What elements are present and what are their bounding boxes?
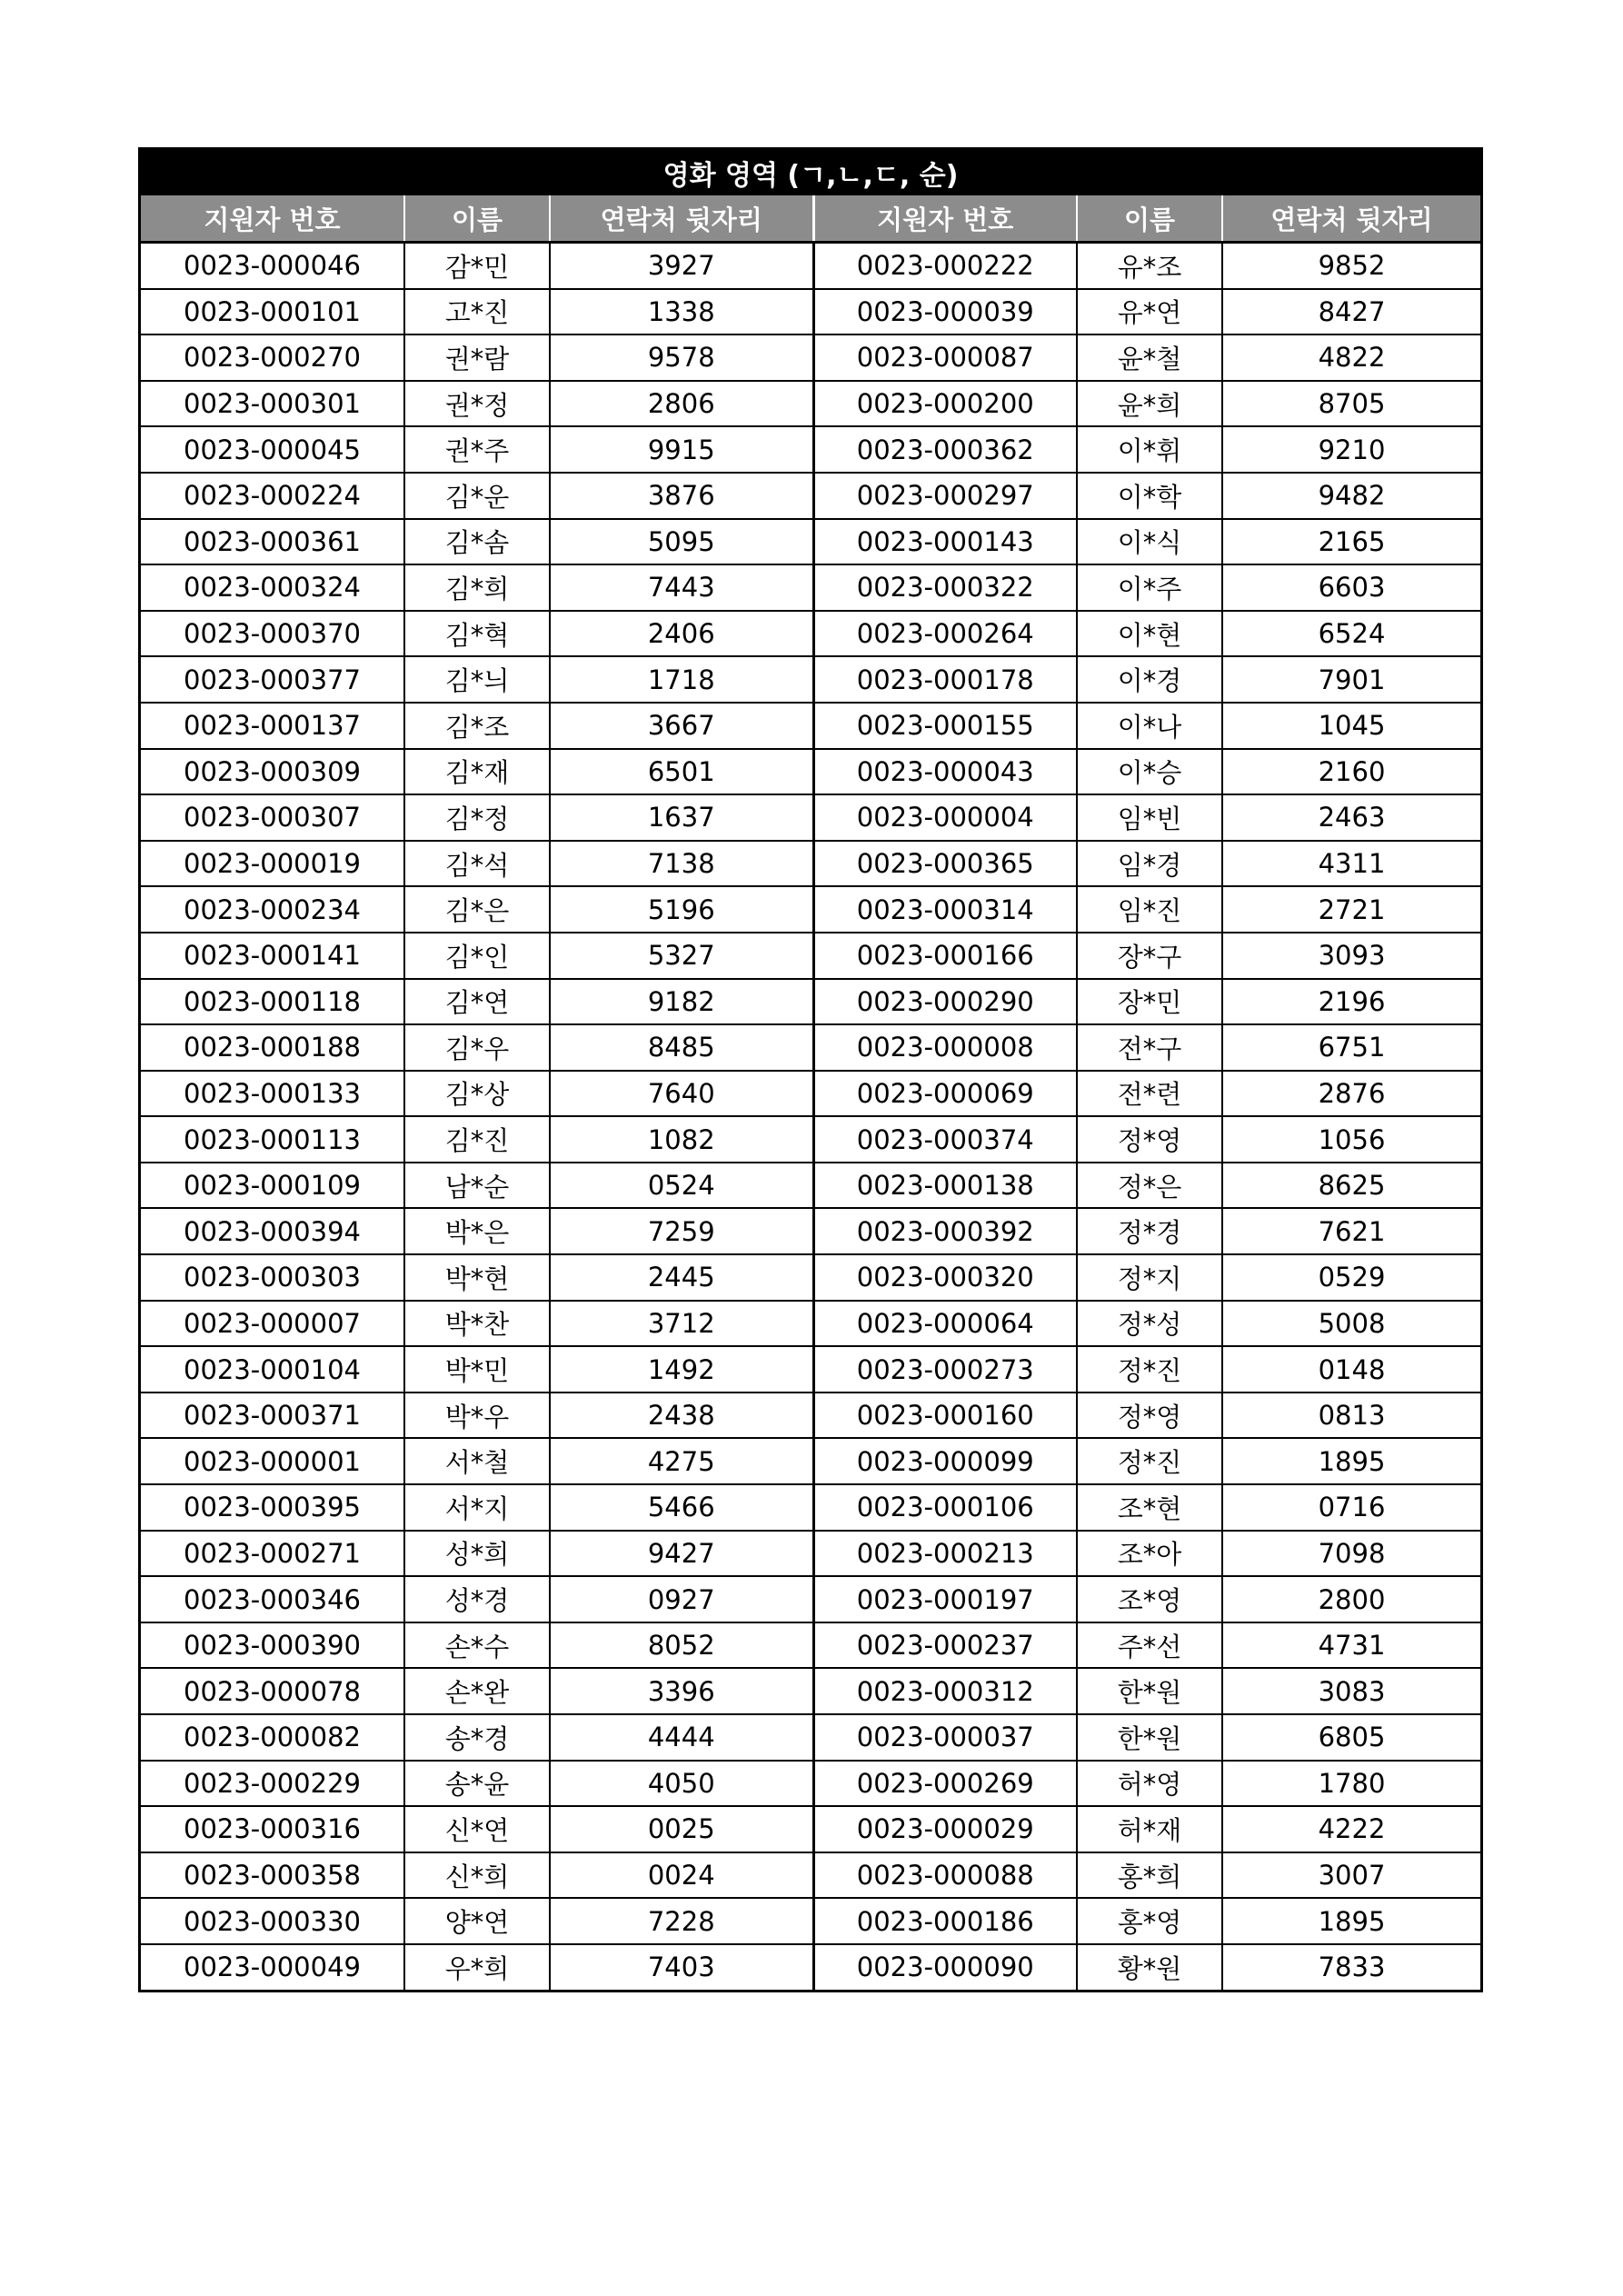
applicant-number-cell: 0023-000213: [813, 1531, 1077, 1577]
name-cell: 이*학: [1077, 473, 1222, 519]
table-row: [141, 1438, 1480, 1484]
name-cell: 김*상: [404, 1071, 550, 1117]
phone-suffix-cell: 9210: [1222, 426, 1480, 473]
phone-suffix-cell: 6805: [1222, 1714, 1480, 1761]
phone-suffix-cell: 8625: [1222, 1163, 1480, 1209]
table-header-row: [141, 195, 1480, 243]
applicant-number-cell: 0023-000078: [141, 1668, 404, 1714]
name-cell: 유*조: [1077, 243, 1222, 289]
table-row: [141, 334, 1480, 381]
phone-suffix-cell: 7621: [1222, 1208, 1480, 1254]
applicant-number-cell: 0023-000269: [813, 1761, 1077, 1807]
header-phone-suffix: 연락처 뒷자리: [1222, 195, 1480, 243]
name-cell: 김*석: [404, 841, 550, 887]
applicant-number-cell: 0023-000037: [813, 1714, 1077, 1761]
phone-suffix-cell: 9427: [550, 1531, 813, 1577]
applicant-number-cell: 0023-000229: [141, 1761, 404, 1807]
applicant-number-cell: 0023-000197: [813, 1576, 1077, 1622]
phone-suffix-cell: 5008: [1222, 1301, 1480, 1347]
phone-suffix-cell: 2800: [1222, 1576, 1480, 1622]
name-cell: 임*진: [1077, 886, 1222, 933]
name-cell: 신*연: [404, 1806, 550, 1852]
phone-suffix-cell: 2806: [550, 381, 813, 427]
name-cell: 김*연: [404, 979, 550, 1025]
applicant-number-cell: 0023-000160: [813, 1393, 1077, 1439]
name-cell: 김*재: [404, 749, 550, 795]
phone-suffix-cell: 2876: [1222, 1071, 1480, 1117]
table-row: [141, 426, 1480, 473]
phone-suffix-cell: 6603: [1222, 564, 1480, 611]
header-applicant-number: 지원자 번호: [141, 195, 404, 243]
name-cell: 허*재: [1077, 1806, 1222, 1852]
name-cell: 김*희: [404, 564, 550, 611]
applicant-number-cell: 0023-000029: [813, 1806, 1077, 1852]
table-row: [141, 519, 1480, 565]
applicant-number-cell: 0023-000099: [813, 1438, 1077, 1484]
table-row: [141, 1346, 1480, 1393]
name-cell: 전*련: [1077, 1071, 1222, 1117]
phone-suffix-cell: 0025: [550, 1806, 813, 1852]
phone-suffix-cell: 2438: [550, 1393, 813, 1439]
phone-suffix-cell: 1045: [1222, 703, 1480, 749]
applicant-number-cell: 0023-000394: [141, 1208, 404, 1254]
applicant-number-cell: 0023-000104: [141, 1346, 404, 1393]
name-cell: 손*수: [404, 1622, 550, 1669]
phone-suffix-cell: 7833: [1222, 1944, 1480, 1990]
applicant-number-cell: 0023-000312: [813, 1668, 1077, 1714]
applicant-number-cell: 0023-000316: [141, 1806, 404, 1852]
phone-suffix-cell: 5466: [550, 1484, 813, 1531]
phone-suffix-cell: 7098: [1222, 1531, 1480, 1577]
name-cell: 김*혁: [404, 611, 550, 657]
applicant-number-cell: 0023-000004: [813, 794, 1077, 841]
table-row: [141, 289, 1480, 335]
applicant-number-cell: 0023-000090: [813, 1944, 1077, 1990]
applicant-number-cell: 0023-000137: [141, 703, 404, 749]
name-cell: 김*정: [404, 794, 550, 841]
table-row: [141, 886, 1480, 933]
table-row: [141, 794, 1480, 841]
name-cell: 서*지: [404, 1484, 550, 1531]
name-cell: 윤*철: [1077, 334, 1222, 381]
applicant-number-cell: 0023-000362: [813, 426, 1077, 473]
table-row: [141, 749, 1480, 795]
name-cell: 정*성: [1077, 1301, 1222, 1347]
table-row: [141, 564, 1480, 611]
phone-suffix-cell: 1895: [1222, 1898, 1480, 1944]
phone-suffix-cell: 1492: [550, 1346, 813, 1393]
name-cell: 성*희: [404, 1531, 550, 1577]
name-cell: 이*나: [1077, 703, 1222, 749]
table-row: [141, 933, 1480, 979]
name-cell: 권*정: [404, 381, 550, 427]
name-cell: 장*민: [1077, 979, 1222, 1025]
phone-suffix-cell: 0716: [1222, 1484, 1480, 1531]
phone-suffix-cell: 1338: [550, 289, 813, 335]
table-row: [141, 1163, 1480, 1209]
phone-suffix-cell: 2721: [1222, 886, 1480, 933]
name-cell: 한*원: [1077, 1668, 1222, 1714]
header-name: 이름: [404, 195, 550, 243]
name-cell: 한*원: [1077, 1714, 1222, 1761]
applicant-number-cell: 0023-000064: [813, 1301, 1077, 1347]
applicant-number-cell: 0023-000141: [141, 933, 404, 979]
applicant-number-cell: 0023-000001: [141, 1438, 404, 1484]
name-cell: 서*철: [404, 1438, 550, 1484]
phone-suffix-cell: 2406: [550, 611, 813, 657]
phone-suffix-cell: 0813: [1222, 1393, 1480, 1439]
applicant-number-cell: 0023-000395: [141, 1484, 404, 1531]
name-cell: 김*진: [404, 1116, 550, 1163]
applicant-number-cell: 0023-000271: [141, 1531, 404, 1577]
applicant-number-cell: 0023-000237: [813, 1622, 1077, 1669]
name-cell: 박*찬: [404, 1301, 550, 1347]
name-cell: 홍*영: [1077, 1898, 1222, 1944]
name-cell: 김*늬: [404, 656, 550, 703]
applicant-number-cell: 0023-000118: [141, 979, 404, 1025]
applicant-number-cell: 0023-000109: [141, 1163, 404, 1209]
name-cell: 유*연: [1077, 289, 1222, 335]
header-phone-suffix: 연락처 뒷자리: [550, 195, 813, 243]
phone-suffix-cell: 0927: [550, 1576, 813, 1622]
applicant-number-cell: 0023-000309: [141, 749, 404, 795]
phone-suffix-cell: 7901: [1222, 656, 1480, 703]
header-name: 이름: [1077, 195, 1222, 243]
phone-suffix-cell: 0148: [1222, 1346, 1480, 1393]
applicant-number-cell: 0023-000324: [141, 564, 404, 611]
table-row: [141, 1254, 1480, 1301]
table-row: [141, 1024, 1480, 1071]
applicant-number-cell: 0023-000088: [813, 1852, 1077, 1899]
phone-suffix-cell: 9852: [1222, 243, 1480, 289]
phone-suffix-cell: 9578: [550, 334, 813, 381]
applicant-number-cell: 0023-000188: [141, 1024, 404, 1071]
applicant-number-cell: 0023-000133: [141, 1071, 404, 1117]
name-cell: 황*원: [1077, 1944, 1222, 1990]
name-cell: 이*식: [1077, 519, 1222, 565]
applicant-number-cell: 0023-000371: [141, 1393, 404, 1439]
phone-suffix-cell: 7640: [550, 1071, 813, 1117]
applicant-number-cell: 0023-000314: [813, 886, 1077, 933]
table-row: [141, 1071, 1480, 1117]
name-cell: 신*희: [404, 1852, 550, 1899]
name-cell: 손*완: [404, 1668, 550, 1714]
name-cell: 김*조: [404, 703, 550, 749]
table-row: [141, 1668, 1480, 1714]
applicant-number-cell: 0023-000178: [813, 656, 1077, 703]
name-cell: 정*경: [1077, 1208, 1222, 1254]
applicant-number-cell: 0023-000358: [141, 1852, 404, 1899]
phone-suffix-cell: 2165: [1222, 519, 1480, 565]
table-row: [141, 611, 1480, 657]
name-cell: 김*운: [404, 473, 550, 519]
phone-suffix-cell: 2196: [1222, 979, 1480, 1025]
phone-suffix-cell: 3667: [550, 703, 813, 749]
header-applicant-number: 지원자 번호: [813, 195, 1077, 243]
name-cell: 권*주: [404, 426, 550, 473]
phone-suffix-cell: 8705: [1222, 381, 1480, 427]
table-row: [141, 1301, 1480, 1347]
name-cell: 주*선: [1077, 1622, 1222, 1669]
name-cell: 이*휘: [1077, 426, 1222, 473]
table-row: [141, 473, 1480, 519]
name-cell: 김*솜: [404, 519, 550, 565]
name-cell: 박*현: [404, 1254, 550, 1301]
applicant-number-cell: 0023-000264: [813, 611, 1077, 657]
table-title: 영화 영역 (ㄱ,ㄴ,ㄷ, 순): [141, 150, 1480, 195]
applicant-roster: [138, 147, 1483, 1992]
applicant-number-cell: 0023-000224: [141, 473, 404, 519]
phone-suffix-cell: 4275: [550, 1438, 813, 1484]
table-row: [141, 1898, 1480, 1944]
name-cell: 고*진: [404, 289, 550, 335]
applicant-number-cell: 0023-000301: [141, 381, 404, 427]
phone-suffix-cell: 2445: [550, 1254, 813, 1301]
applicant-number-cell: 0023-000186: [813, 1898, 1077, 1944]
table-row: [141, 1714, 1480, 1761]
name-cell: 정*진: [1077, 1346, 1222, 1393]
phone-suffix-cell: 1637: [550, 794, 813, 841]
phone-suffix-cell: 3927: [550, 243, 813, 289]
applicant-number-cell: 0023-000303: [141, 1254, 404, 1301]
name-cell: 양*연: [404, 1898, 550, 1944]
applicant-number-cell: 0023-000113: [141, 1116, 404, 1163]
phone-suffix-cell: 5327: [550, 933, 813, 979]
phone-suffix-cell: 7443: [550, 564, 813, 611]
phone-suffix-cell: 6524: [1222, 611, 1480, 657]
table-row: [141, 1806, 1480, 1852]
phone-suffix-cell: 7259: [550, 1208, 813, 1254]
phone-suffix-cell: 3712: [550, 1301, 813, 1347]
table-row: [141, 656, 1480, 703]
phone-suffix-cell: 9915: [550, 426, 813, 473]
phone-suffix-cell: 4731: [1222, 1622, 1480, 1669]
applicant-number-cell: 0023-000297: [813, 473, 1077, 519]
table-row: [141, 1622, 1480, 1669]
phone-suffix-cell: 8485: [550, 1024, 813, 1071]
name-cell: 김*인: [404, 933, 550, 979]
name-cell: 송*경: [404, 1714, 550, 1761]
phone-suffix-cell: 2463: [1222, 794, 1480, 841]
applicant-number-cell: 0023-000322: [813, 564, 1077, 611]
name-cell: 우*희: [404, 1944, 550, 1990]
phone-suffix-cell: 5196: [550, 886, 813, 933]
name-cell: 박*은: [404, 1208, 550, 1254]
applicant-number-cell: 0023-000106: [813, 1484, 1077, 1531]
phone-suffix-cell: 0024: [550, 1852, 813, 1899]
applicant-number-cell: 0023-000087: [813, 334, 1077, 381]
name-cell: 감*민: [404, 243, 550, 289]
phone-suffix-cell: 0529: [1222, 1254, 1480, 1301]
table-row: [141, 841, 1480, 887]
name-cell: 박*우: [404, 1393, 550, 1439]
table-row: [141, 703, 1480, 749]
name-cell: 전*구: [1077, 1024, 1222, 1071]
applicant-number-cell: 0023-000377: [141, 656, 404, 703]
name-cell: 이*승: [1077, 749, 1222, 795]
applicant-number-cell: 0023-000270: [141, 334, 404, 381]
table-row: [141, 1576, 1480, 1622]
phone-suffix-cell: 0524: [550, 1163, 813, 1209]
phone-suffix-cell: 9182: [550, 979, 813, 1025]
table-row: [141, 1393, 1480, 1439]
applicant-number-cell: 0023-000273: [813, 1346, 1077, 1393]
name-cell: 이*주: [1077, 564, 1222, 611]
applicant-number-cell: 0023-000346: [141, 1576, 404, 1622]
phone-suffix-cell: 7138: [550, 841, 813, 887]
phone-suffix-cell: 3876: [550, 473, 813, 519]
table-row: [141, 979, 1480, 1025]
name-cell: 홍*희: [1077, 1852, 1222, 1899]
name-cell: 남*순: [404, 1163, 550, 1209]
name-cell: 임*경: [1077, 841, 1222, 887]
applicant-number-cell: 0023-000043: [813, 749, 1077, 795]
name-cell: 정*진: [1077, 1438, 1222, 1484]
name-cell: 조*현: [1077, 1484, 1222, 1531]
name-cell: 성*경: [404, 1576, 550, 1622]
table-row: [141, 1852, 1480, 1899]
applicant-number-cell: 0023-000101: [141, 289, 404, 335]
phone-suffix-cell: 5095: [550, 519, 813, 565]
applicant-number-cell: 0023-000361: [141, 519, 404, 565]
table-row: [141, 1761, 1480, 1807]
name-cell: 권*람: [404, 334, 550, 381]
phone-suffix-cell: 4822: [1222, 334, 1480, 381]
name-cell: 임*빈: [1077, 794, 1222, 841]
name-cell: 정*영: [1077, 1116, 1222, 1163]
applicant-number-cell: 0023-000082: [141, 1714, 404, 1761]
applicant-number-cell: 0023-000392: [813, 1208, 1077, 1254]
name-cell: 이*현: [1077, 611, 1222, 657]
applicant-number-cell: 0023-000007: [141, 1301, 404, 1347]
name-cell: 김*우: [404, 1024, 550, 1071]
applicant-number-cell: 0023-000200: [813, 381, 1077, 427]
name-cell: 조*영: [1077, 1576, 1222, 1622]
applicant-number-cell: 0023-000039: [813, 289, 1077, 335]
table-body: [141, 243, 1480, 1990]
name-cell: 허*영: [1077, 1761, 1222, 1807]
name-cell: 김*은: [404, 886, 550, 933]
name-cell: 박*민: [404, 1346, 550, 1393]
applicant-number-cell: 0023-000365: [813, 841, 1077, 887]
phone-suffix-cell: 1895: [1222, 1438, 1480, 1484]
name-cell: 정*은: [1077, 1163, 1222, 1209]
phone-suffix-cell: 2160: [1222, 749, 1480, 795]
table-row: [141, 381, 1480, 427]
table-row: [141, 1944, 1480, 1990]
applicant-number-cell: 0023-000234: [141, 886, 404, 933]
phone-suffix-cell: 4050: [550, 1761, 813, 1807]
table-row: [141, 1208, 1480, 1254]
phone-suffix-cell: 1056: [1222, 1116, 1480, 1163]
applicant-number-cell: 0023-000143: [813, 519, 1077, 565]
name-cell: 장*구: [1077, 933, 1222, 979]
table-row: [141, 243, 1480, 289]
applicant-number-cell: 0023-000374: [813, 1116, 1077, 1163]
applicant-number-cell: 0023-000155: [813, 703, 1077, 749]
name-cell: 정*지: [1077, 1254, 1222, 1301]
phone-suffix-cell: 1718: [550, 656, 813, 703]
applicant-number-cell: 0023-000307: [141, 794, 404, 841]
applicant-number-cell: 0023-000166: [813, 933, 1077, 979]
applicant-number-cell: 0023-000330: [141, 1898, 404, 1944]
phone-suffix-cell: 6751: [1222, 1024, 1480, 1071]
table-row: [141, 1531, 1480, 1577]
phone-suffix-cell: 1082: [550, 1116, 813, 1163]
applicant-number-cell: 0023-000008: [813, 1024, 1077, 1071]
phone-suffix-cell: 4222: [1222, 1806, 1480, 1852]
applicant-number-cell: 0023-000290: [813, 979, 1077, 1025]
applicant-number-cell: 0023-000045: [141, 426, 404, 473]
applicant-number-cell: 0023-000390: [141, 1622, 404, 1669]
phone-suffix-cell: 4444: [550, 1714, 813, 1761]
table-title-row: [141, 150, 1480, 195]
applicant-number-cell: 0023-000138: [813, 1163, 1077, 1209]
applicant-number-cell: 0023-000320: [813, 1254, 1077, 1301]
name-cell: 이*경: [1077, 656, 1222, 703]
phone-suffix-cell: 8052: [550, 1622, 813, 1669]
phone-suffix-cell: 8427: [1222, 289, 1480, 335]
applicant-number-cell: 0023-000370: [141, 611, 404, 657]
phone-suffix-cell: 7403: [550, 1944, 813, 1990]
table-row: [141, 1484, 1480, 1531]
applicant-number-cell: 0023-000046: [141, 243, 404, 289]
phone-suffix-cell: 1780: [1222, 1761, 1480, 1807]
applicant-number-cell: 0023-000019: [141, 841, 404, 887]
applicant-table: [141, 150, 1480, 1990]
name-cell: 조*아: [1077, 1531, 1222, 1577]
applicant-number-cell: 0023-000222: [813, 243, 1077, 289]
name-cell: 정*영: [1077, 1393, 1222, 1439]
table-row: [141, 1116, 1480, 1163]
phone-suffix-cell: 7228: [550, 1898, 813, 1944]
phone-suffix-cell: 3093: [1222, 933, 1480, 979]
phone-suffix-cell: 9482: [1222, 473, 1480, 519]
applicant-number-cell: 0023-000069: [813, 1071, 1077, 1117]
name-cell: 송*윤: [404, 1761, 550, 1807]
phone-suffix-cell: 3396: [550, 1668, 813, 1714]
phone-suffix-cell: 4311: [1222, 841, 1480, 887]
phone-suffix-cell: 3007: [1222, 1852, 1480, 1899]
applicant-number-cell: 0023-000049: [141, 1944, 404, 1990]
phone-suffix-cell: 6501: [550, 749, 813, 795]
phone-suffix-cell: 3083: [1222, 1668, 1480, 1714]
name-cell: 윤*희: [1077, 381, 1222, 427]
